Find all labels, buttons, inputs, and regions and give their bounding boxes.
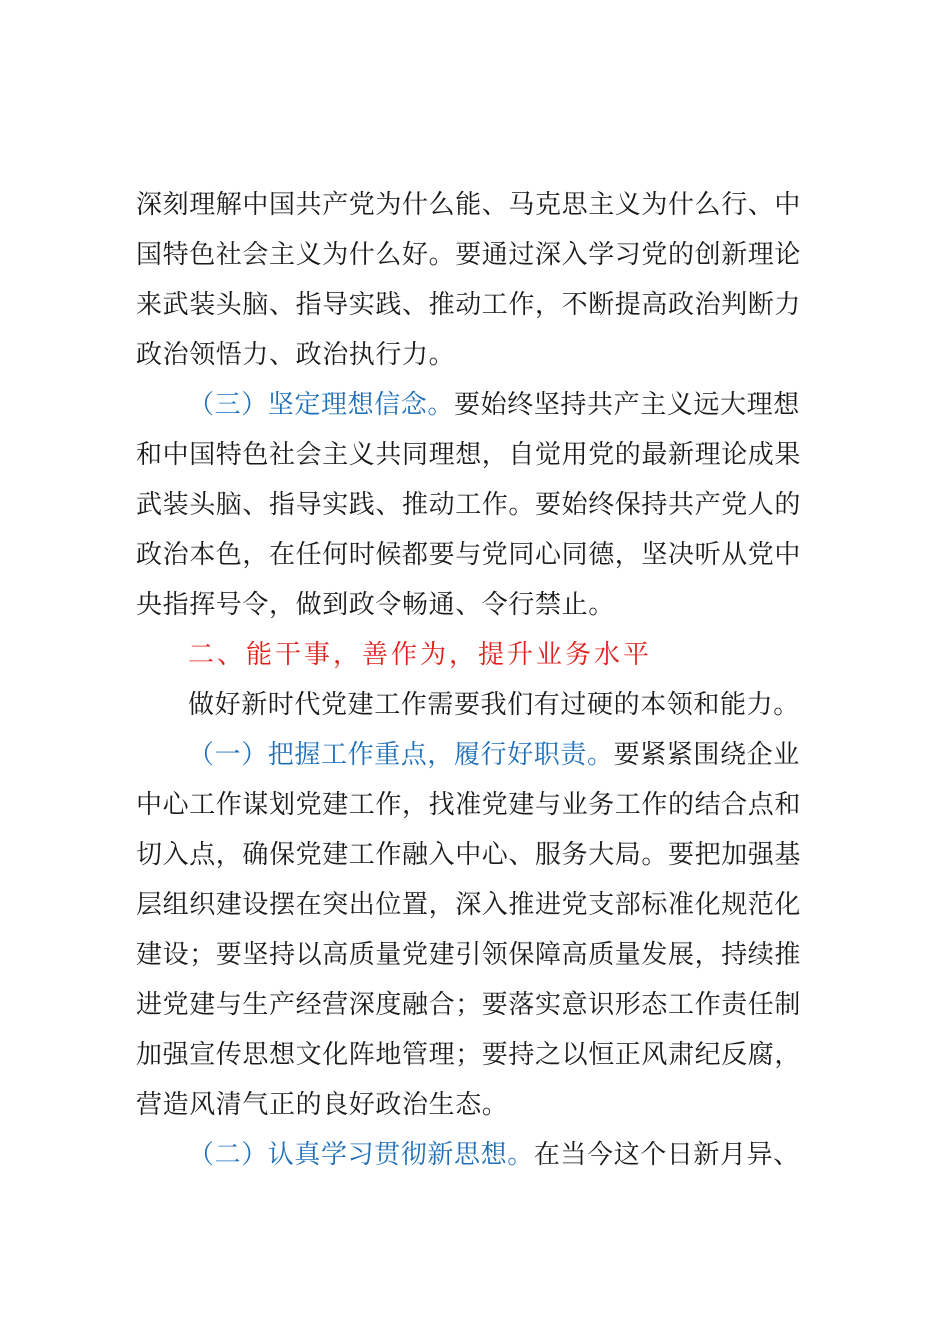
body-line: 层组织建设摆在突出位置，深入推进党支部标准化规范化: [136, 890, 802, 920]
body-line: 深刻理解中国共产党为什么能、马克思主义为什么行、中: [136, 190, 802, 220]
body-line: 建设；要坚持以高质量党建引领保障高质量发展，持续推: [136, 940, 802, 970]
subsection-one-heading: （一）把握工作重点，履行好职责。: [188, 740, 614, 770]
subsection-two-heading: （二）认真学习贯彻新思想。: [188, 1140, 534, 1170]
body-line: 国特色社会主义为什么好。要通过深入学习党的创新理论: [136, 240, 802, 270]
body-line: 来武装头脑、指导实践、推动工作，不断提高政治判断力: [136, 290, 802, 320]
body-line: 央指挥号令，做到政令畅通、令行禁止。: [136, 590, 615, 620]
body-line: 政治领悟力、政治执行力。: [136, 340, 456, 370]
body-line: 进党建与生产经营深度融合；要落实意识形态工作责任制: [136, 990, 802, 1020]
document-body: [136, 180, 836, 1180]
subsection-one-lead-text: 要紧紧围绕企业: [613, 740, 800, 770]
body-line: 营造风清气正的良好政治生态。: [136, 1090, 509, 1120]
subsection-two-first-line: [136, 1130, 836, 1180]
section-three-lead-text: 要始终坚持共产主义远大理想: [454, 390, 800, 420]
section-three-heading: （三）坚定理想信念。: [188, 390, 455, 420]
subsection-one-first-line: [136, 730, 836, 780]
body-line: 武装头脑、指导实践、推动工作。要始终保持共产党人的: [136, 490, 802, 520]
body-line: 政治本色，在任何时候都要与党同心同德，坚决听从党中: [136, 540, 802, 570]
subsection-two-lead-text: 在当今这个日新月异、: [533, 1140, 800, 1170]
body-line: 加强宣传思想文化阵地管理；要持之以恒正风肃纪反腐，: [136, 1040, 802, 1070]
section-three-first-line: [136, 380, 836, 430]
part-two-intro: 做好新时代党建工作需要我们有过硬的本领和能力。: [188, 690, 800, 720]
body-line: 中心工作谋划党建工作，找准党建与业务工作的结合点和: [136, 790, 802, 820]
body-line: 切入点，确保党建工作融入中心、服务大局。要把加强基: [136, 840, 802, 870]
part-two-title: 二、能干事，善作为，提升业务水平: [188, 640, 653, 670]
body-line: 和中国特色社会主义共同理想，自觉用党的最新理论成果: [136, 440, 802, 470]
